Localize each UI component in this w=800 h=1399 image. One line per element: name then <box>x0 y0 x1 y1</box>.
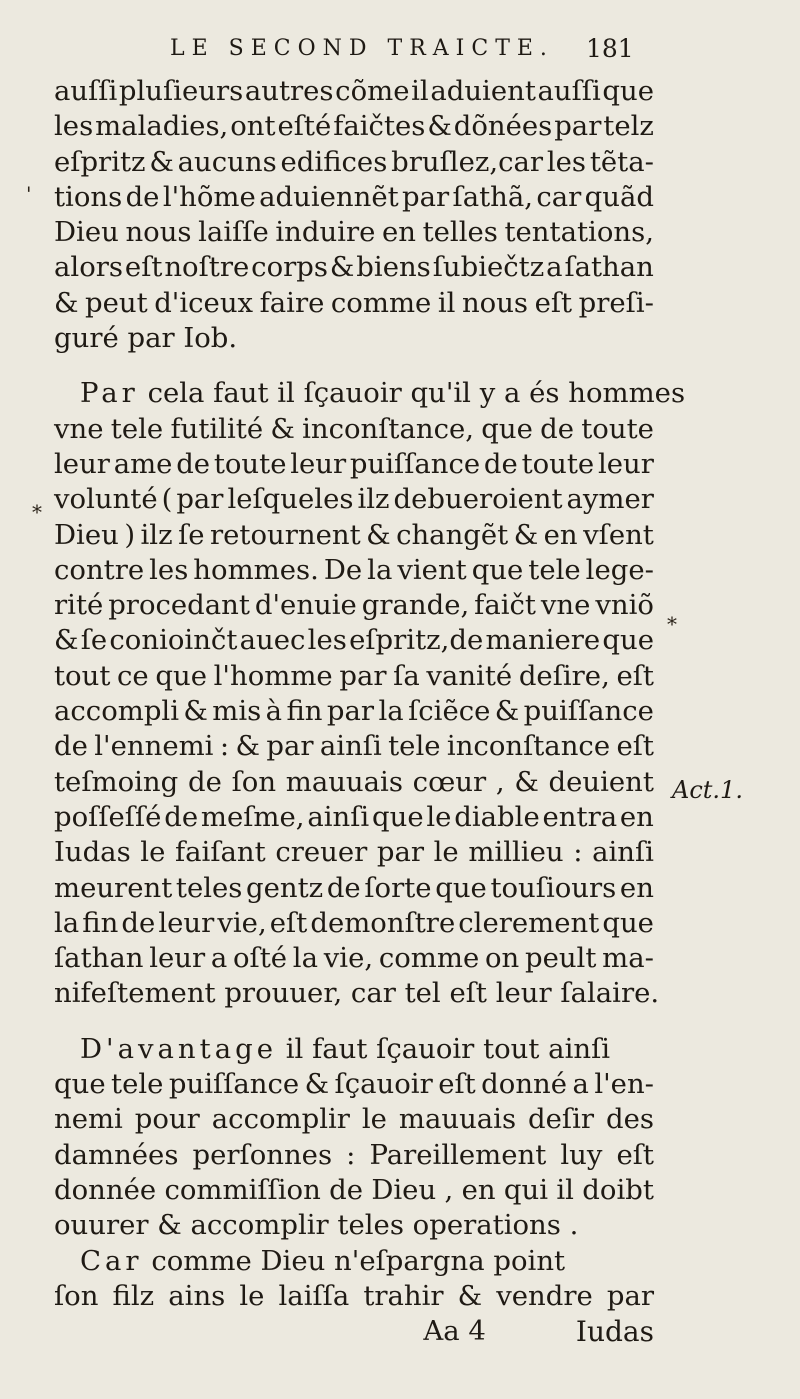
page-footer <box>54 1314 654 1349</box>
paragraph-1 <box>54 74 654 356</box>
margin-note: Act.1. <box>672 776 743 804</box>
paragraph-lead: Par <box>80 377 139 410</box>
line-text: il faut ſçauoir tout ainſi <box>285 1032 611 1065</box>
paragraph-lead: Car <box>80 1244 143 1277</box>
text-line: eſpritz & aucuns edifices bruſlez,car les tẽta- <box>54 145 654 178</box>
line-text: cela faut il ſçauoir qu'il y a és hommes <box>147 377 686 410</box>
page-header <box>0 32 800 72</box>
text-line: accompli & mis à fin par la ſciẽce & puiſſance <box>54 695 654 728</box>
text-line <box>54 1244 654 1279</box>
text-line: Iudas le faiſant creuer par le millieu : ainſi <box>54 836 654 869</box>
text-line: & peut d'iceux faire comme il nous eſt preſi- <box>54 286 654 319</box>
text-line: poſſeſſé de meſme, ainſi que le diable entra en <box>54 800 654 833</box>
running-title: LE SECOND TRAICTE. <box>170 36 554 61</box>
text-line: leur ame de toute leur puiſſance de toute leur <box>54 447 654 480</box>
ink-speck: * <box>667 612 677 636</box>
text-line: meurent teles gentz de ſorte que touſiours en <box>54 871 654 904</box>
text-line: que tele puiſſance & ſçauoir eſt donné a l'en- <box>54 1068 654 1101</box>
ink-speck: ' <box>26 182 32 206</box>
text-line: guré par Iob. <box>54 322 238 355</box>
text-line: volunté ( par leſqueles ilz debueroient aymer <box>54 483 654 516</box>
paragraph-2 <box>54 376 686 1011</box>
text-line: auſſi pluſieurs autres cõme il aduient auſſi que <box>54 75 654 107</box>
ink-speck: * <box>32 500 42 524</box>
catchword: Iudas <box>575 1315 654 1349</box>
text-line: ſon filz ains le laiſſa trahir & vendre par <box>54 1279 654 1312</box>
text-block <box>54 74 686 1349</box>
text-line: alors eſt noſtre corps & biens ſubiečtz a ſathan <box>54 251 654 284</box>
text-line: de l'ennemi : & par ainſi tele inconſtance eſt <box>54 730 654 763</box>
text-line: ſathan leur a oſté la vie, comme on peult ma- <box>54 942 654 975</box>
text-line: ouurer & accomplir teles operations . <box>54 1209 579 1242</box>
text-line <box>54 1032 654 1067</box>
text-line: vne tele futilité & inconſtance, que de toute <box>54 412 654 445</box>
paragraph-4 <box>54 1244 654 1315</box>
text-line: Dieu nous laiſſe induire en telles tentations, <box>54 216 654 249</box>
text-line: & ſe conioinčt auec les eſpritz,de maniere que <box>54 624 654 657</box>
signature-mark: Aa 4 <box>423 1315 486 1348</box>
text-line: teſmoing de ſon mauuais cœur , & deuient <box>54 765 654 798</box>
text-line: contre les hommes. De la vient que tele lege- <box>54 553 654 586</box>
text-line: la fin de leur vie, eſt demonſtre clerement que <box>54 906 654 939</box>
text-line: tions de l'hõme aduiennẽt par ſathã, car quãd <box>54 180 654 213</box>
text-line: nemi pour accomplir le mauuais deſir des <box>54 1103 654 1136</box>
paragraph-3 <box>54 1032 654 1244</box>
line-text: comme Dieu n'eſpargna point <box>151 1244 566 1277</box>
text-line: Dieu ) ilz ſe retournent & changẽt & en vſent <box>54 518 654 551</box>
text-line: donnée commiſſion de Dieu , en qui il doibt <box>54 1173 654 1206</box>
text-line: tout ce que l'homme par ſa vanité deſire, eſt <box>54 659 654 692</box>
text-line: les maladies, ont eſté faičtes & dõnées par telz <box>54 110 654 143</box>
paragraph-lead: D'avantage <box>80 1032 277 1065</box>
page-number: 181 <box>586 34 634 63</box>
text-line <box>54 376 686 411</box>
text-line: rité procedant d'enuie grande, faičt vne vniõ <box>54 589 654 622</box>
text-line: nifeſtement prouuer, car tel eſt leur ſalaire. <box>54 977 660 1010</box>
text-line: damnées perſonnes : Pareillement luy eſt <box>54 1138 654 1171</box>
